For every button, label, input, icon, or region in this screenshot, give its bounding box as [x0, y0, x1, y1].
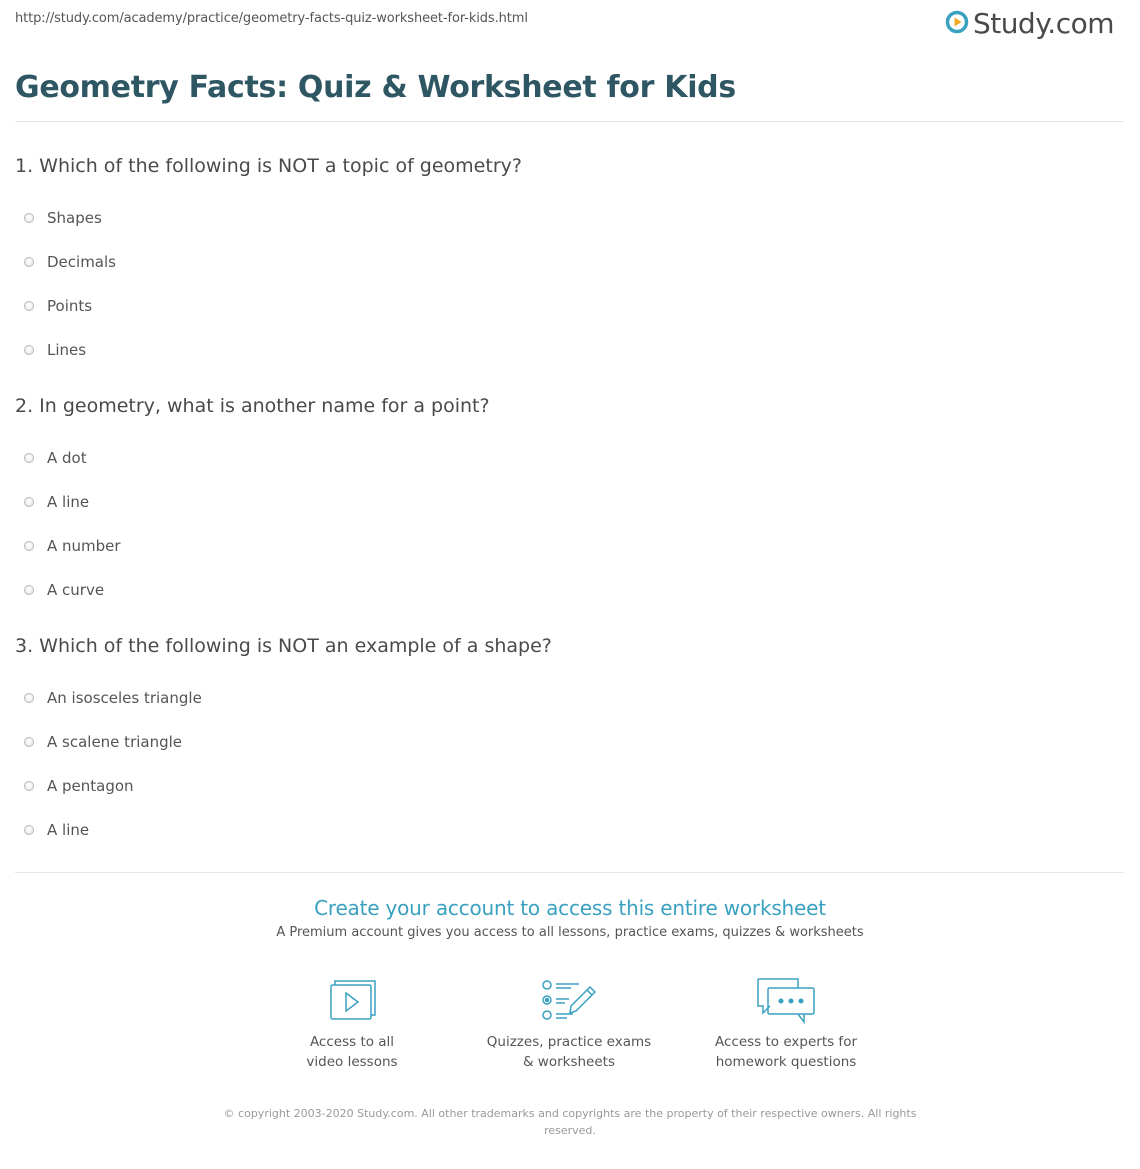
answer-option[interactable]: [15, 524, 1115, 568]
feature-label: Quizzes, practice exams & worksheets: [486, 1034, 652, 1070]
radio-button[interactable]: [24, 213, 34, 223]
answer-label: A pentagon: [47, 777, 134, 795]
logo-text: Study.com: [972, 7, 1114, 40]
answer-label: Decimals: [47, 253, 116, 271]
question-2: [15, 394, 1115, 612]
answer-label: Points: [47, 297, 93, 315]
answer-option[interactable]: [15, 196, 1115, 240]
signup-cta: [0, 896, 1140, 940]
radio-button[interactable]: [24, 693, 34, 703]
radio-button[interactable]: [24, 781, 34, 791]
answer-option[interactable]: [15, 480, 1115, 524]
radio-button[interactable]: [24, 497, 34, 507]
answer-options: [15, 436, 1115, 612]
divider: [15, 121, 1124, 122]
answer-options: [15, 196, 1115, 372]
answer-label: Lines: [47, 341, 87, 359]
answer-options: [15, 676, 1115, 852]
question-text: 3. Which of the following is NOT an example of a shape?: [15, 635, 552, 657]
feature-experts: [686, 976, 886, 1072]
radio-button[interactable]: [24, 585, 34, 595]
radio-button[interactable]: [24, 257, 34, 267]
divider: [15, 872, 1124, 873]
radio-button[interactable]: [24, 345, 34, 355]
answer-label: A line: [47, 821, 90, 839]
answer-label: A dot: [47, 449, 87, 467]
answer-option[interactable]: [15, 436, 1115, 480]
copyright-notice: © copyright 2003-2020 Study.com. All other trademarks and copyrights are the property of their respective owners. All rights reserved.: [223, 1107, 917, 1137]
answer-option[interactable]: [15, 284, 1115, 328]
chat-bubbles-icon: [686, 976, 886, 1028]
answer-option[interactable]: [15, 764, 1115, 808]
answer-label: A number: [47, 537, 121, 555]
answer-option[interactable]: [15, 568, 1115, 612]
answer-option[interactable]: [15, 720, 1115, 764]
question-text: 2. In geometry, what is another name for a point?: [15, 395, 490, 417]
feature-video-lessons: [252, 976, 452, 1072]
feature-label: Access to experts for homework questions: [714, 1034, 857, 1070]
answer-option[interactable]: [15, 676, 1115, 720]
radio-button[interactable]: [24, 541, 34, 551]
feature-label: Access to all video lessons: [306, 1034, 398, 1070]
question-text: 1. Which of the following is NOT a topic of geometry?: [15, 155, 522, 177]
feature-quizzes: [469, 976, 669, 1072]
answer-option[interactable]: [15, 808, 1115, 852]
study-logo[interactable]: [945, 6, 1114, 42]
cta-subtext: A Premium account gives you access to all lessons, practice exams, quizzes & worksheets: [276, 925, 864, 940]
question-3: [15, 634, 1115, 852]
page-url: http://study.com/academy/practice/geometry-facts-quiz-worksheet-for-kids.html: [15, 11, 528, 26]
answer-label: A curve: [47, 581, 105, 599]
radio-button[interactable]: [24, 825, 34, 835]
radio-button[interactable]: [24, 301, 34, 311]
video-lessons-icon: [252, 976, 452, 1022]
radio-button[interactable]: [24, 737, 34, 747]
play-circle-icon: [945, 10, 969, 38]
radio-button[interactable]: [24, 453, 34, 463]
cta-heading[interactable]: Create your account to access this entire worksheet: [314, 896, 826, 920]
answer-label: An isosceles triangle: [47, 689, 202, 707]
answer-label: Shapes: [47, 209, 102, 227]
page-title: Geometry Facts: Quiz & Worksheet for Kids: [15, 70, 736, 105]
question-1: [15, 154, 1115, 372]
answer-label: A line: [47, 493, 90, 511]
answer-option[interactable]: [15, 328, 1115, 372]
answer-label: A scalene triangle: [47, 733, 183, 751]
answer-option[interactable]: [15, 240, 1115, 284]
checklist-pencil-icon: [469, 976, 669, 1022]
